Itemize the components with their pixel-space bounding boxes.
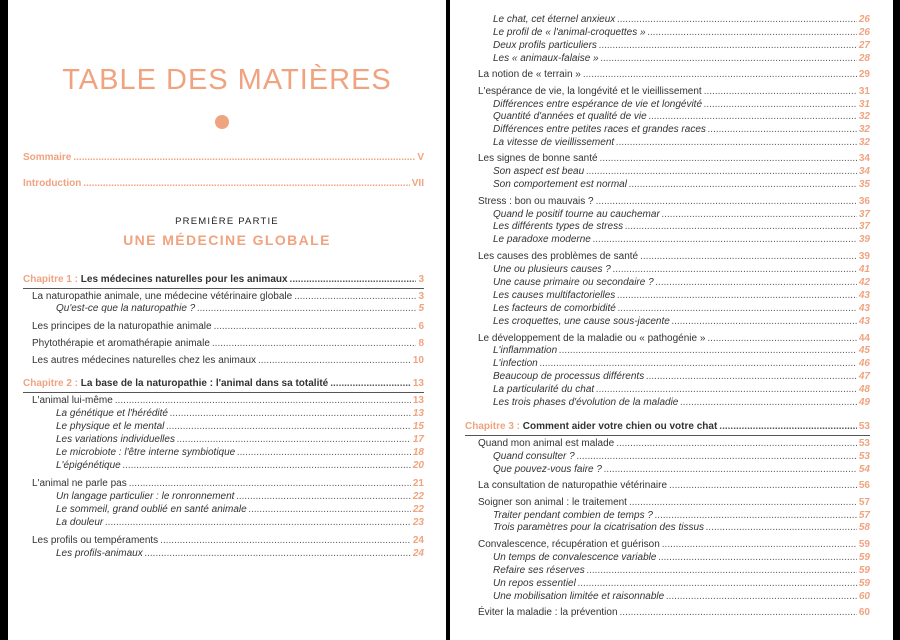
page-number: 34 bbox=[858, 153, 870, 164]
toc-entry[interactable]: Les variations individuelles ..... 17 bbox=[56, 433, 424, 446]
toc-entry[interactable]: Les signes de bonne santé ..... 34 bbox=[478, 152, 870, 165]
page-number: 8 bbox=[418, 338, 424, 349]
page-number: 23 bbox=[412, 517, 424, 528]
page-number: 22 bbox=[412, 491, 424, 502]
page-number: 44 bbox=[858, 333, 870, 344]
page-number: 59 bbox=[858, 578, 870, 589]
toc-entry[interactable]: Éviter la maladie : la prévention ..... 60 bbox=[478, 606, 870, 619]
toc-entry[interactable]: Phytothérapie et aromathérapie animale ..... 8 bbox=[32, 337, 424, 350]
toc-entry[interactable]: Les croquettes, une cause sous-jacente ..... 43 bbox=[493, 315, 870, 328]
toc-entry[interactable]: Quantité d'années et qualité de vie ..... 32 bbox=[493, 110, 870, 123]
toc-entry[interactable]: Quand le positif tourne au cauchemar ..... 37 bbox=[493, 208, 870, 221]
toc-entry[interactable]: Les profils ou tempéraments ..... 24 bbox=[32, 534, 424, 547]
page-number: VII bbox=[411, 178, 424, 189]
page-number: 53 bbox=[858, 421, 870, 432]
page-number: 45 bbox=[858, 345, 870, 356]
page-number: 59 bbox=[858, 539, 870, 550]
page-number: V bbox=[417, 152, 424, 163]
page-number: 18 bbox=[412, 447, 424, 458]
toc-entry[interactable]: Le développement de la maladie ou « pathogénie » ..... 44 bbox=[478, 332, 870, 345]
dot-ornament bbox=[215, 115, 229, 129]
page-number: 43 bbox=[858, 303, 870, 314]
chapter-rule bbox=[465, 435, 870, 436]
page-number: 35 bbox=[858, 179, 870, 190]
toc-entry[interactable]: Le microbiote : l'être interne symbiotique ..... 18 bbox=[56, 446, 424, 459]
toc-entry[interactable]: Une mobilisation limitée et raisonnable ..... 60 bbox=[493, 590, 870, 603]
page-number: 13 bbox=[412, 395, 424, 406]
page-number: 53 bbox=[858, 438, 870, 449]
toc-entry[interactable]: Différences entre petites races et grandes races ..... 32 bbox=[493, 123, 870, 136]
toc-entry[interactable]: Le physique et le mental ..... 15 bbox=[56, 420, 424, 433]
page-number: 42 bbox=[858, 277, 870, 288]
toc-entry[interactable]: La vitesse de vieillissement ..... 32 bbox=[493, 136, 870, 149]
toc-entry[interactable]: Le chat, cet éternel anxieux ..... 26 bbox=[493, 13, 870, 26]
page-number: 27 bbox=[858, 40, 870, 51]
chapter-rule bbox=[23, 288, 424, 289]
toc-entry[interactable]: La génétique et l'hérédité ..... 13 bbox=[56, 407, 424, 420]
toc-entry[interactable]: Les facteurs de comorbidité ..... 43 bbox=[493, 302, 870, 315]
toc-entry[interactable]: Les différents types de stress ..... 37 bbox=[493, 220, 870, 233]
page-number: 58 bbox=[858, 522, 870, 533]
toc-entry-introduction[interactable]: Introduction ..... VII bbox=[23, 177, 424, 190]
page-number: 43 bbox=[858, 290, 870, 301]
toc-entry[interactable]: La particularité du chat ..... 48 bbox=[493, 383, 870, 396]
page-number: 13 bbox=[412, 408, 424, 419]
toc-entry[interactable]: Deux profils particuliers ..... 27 bbox=[493, 39, 870, 52]
toc-entry[interactable]: Les trois phases d'évolution de la maladie ..... 49 bbox=[493, 396, 870, 409]
toc-entry[interactable]: L'inflammation ..... 45 bbox=[493, 344, 870, 357]
page-number: 26 bbox=[858, 14, 870, 25]
page-number: 15 bbox=[412, 421, 424, 432]
right-page bbox=[450, 0, 893, 640]
toc-entry[interactable]: Les causes des problèmes de santé ..... 39 bbox=[478, 250, 870, 263]
toc-entry[interactable]: Différences entre espérance de vie et longévité ..... 31 bbox=[493, 98, 870, 111]
toc-entry[interactable]: Les causes multifactorielles ..... 43 bbox=[493, 289, 870, 302]
page-number: 32 bbox=[858, 137, 870, 148]
toc-entry[interactable]: L'animal ne parle pas ..... 21 bbox=[32, 477, 424, 490]
page-number: 22 bbox=[412, 504, 424, 515]
toc-entry[interactable]: Quand consulter ? ..... 53 bbox=[493, 450, 870, 463]
toc-entry[interactable]: Stress : bon ou mauvais ? ..... 36 bbox=[478, 195, 870, 208]
page-number: 29 bbox=[858, 69, 870, 80]
part-label: PREMIÈRE PARTIE bbox=[175, 216, 279, 227]
toc-entry[interactable]: Quand mon animal est malade ..... 53 bbox=[478, 437, 870, 450]
toc-entry[interactable]: Son comportement est normal ..... 35 bbox=[493, 178, 870, 191]
chapter-2-heading[interactable]: Chapitre 2 : La base de la naturopathie : l'animal dans sa totalité ..... 13 bbox=[23, 377, 424, 390]
page-number: 24 bbox=[412, 535, 424, 546]
page-number: 59 bbox=[858, 565, 870, 576]
toc-entry[interactable]: Les principes de la naturopathie animale ..... 6 bbox=[32, 320, 424, 333]
toc-entry[interactable]: Une ou plusieurs causes ? ..... 41 bbox=[493, 263, 870, 276]
page-number: 57 bbox=[858, 497, 870, 508]
page-number: 13 bbox=[412, 378, 424, 389]
page-number: 21 bbox=[412, 478, 424, 489]
toc-entry[interactable]: Les autres médecines naturelles chez les animaux ..... 10 bbox=[32, 354, 424, 367]
toc-entry[interactable]: Soigner son animal : le traitement ..... 57 bbox=[478, 496, 870, 509]
toc-entry[interactable]: Un langage particulier : le ronronnement ..... 22 bbox=[56, 490, 424, 503]
page-number: 36 bbox=[858, 196, 870, 207]
toc-entry[interactable]: Refaire ses réserves ..... 59 bbox=[493, 564, 870, 577]
page-number: 39 bbox=[858, 234, 870, 245]
toc-title: TABLE DES MATIÈRES bbox=[62, 64, 392, 96]
page-number: 31 bbox=[858, 86, 870, 97]
page-number: 10 bbox=[412, 355, 424, 366]
page-number: 32 bbox=[858, 111, 870, 122]
page-number: 3 bbox=[418, 274, 424, 285]
page-number: 34 bbox=[858, 166, 870, 177]
toc-entry[interactable]: Que pouvez-vous faire ? ..... 54 bbox=[493, 463, 870, 476]
toc-entry[interactable]: Le sommeil, grand oublié en santé animale ..... 22 bbox=[56, 503, 424, 516]
toc-entry[interactable]: Un temps de convalescence variable ..... 59 bbox=[493, 551, 870, 564]
chapter-1-heading[interactable]: Chapitre 1 : Les médecines naturelles pour les animaux ..... 3 bbox=[23, 273, 424, 286]
page-number: 3 bbox=[418, 291, 424, 302]
toc-entry[interactable]: Le paradoxe moderne ..... 39 bbox=[493, 233, 870, 246]
page-number: 59 bbox=[858, 552, 870, 563]
toc-entry[interactable]: Trois paramètres pour la cicatrisation des tissus ..... 58 bbox=[493, 521, 870, 534]
toc-entry[interactable]: Convalescence, récupération et guérison ..... 59 bbox=[478, 538, 870, 551]
page-number: 46 bbox=[858, 358, 870, 369]
page-number: 57 bbox=[858, 510, 870, 521]
toc-entry[interactable]: L'infection ..... 46 bbox=[493, 357, 870, 370]
left-page bbox=[8, 0, 446, 640]
toc-entry[interactable]: Qu'est-ce que la naturopathie ? ..... 5 bbox=[56, 302, 424, 315]
page-number: 37 bbox=[858, 209, 870, 220]
toc-entry[interactable]: Traiter pendant combien de temps ? ..... 57 bbox=[493, 509, 870, 522]
page-number: 56 bbox=[858, 480, 870, 491]
toc-entry[interactable]: La naturopathie animale, une médecine vétérinaire globale ..... 3 bbox=[32, 290, 424, 303]
toc-entry[interactable]: Les « animaux-falaise » ..... 28 bbox=[493, 52, 870, 65]
page-number: 48 bbox=[858, 384, 870, 395]
chapter-rule bbox=[23, 392, 424, 393]
page-number: 32 bbox=[858, 124, 870, 135]
page-number: 24 bbox=[412, 548, 424, 559]
page-number: 31 bbox=[858, 99, 870, 110]
page-number: 43 bbox=[858, 316, 870, 327]
chapter-3-heading[interactable]: Chapitre 3 : Comment aider votre chien ou votre chat ..... 53 bbox=[465, 420, 870, 433]
page-number: 60 bbox=[858, 591, 870, 602]
page-number: 60 bbox=[858, 607, 870, 618]
toc-entry-sommaire[interactable]: Sommaire ..... V bbox=[23, 151, 424, 164]
toc-entry[interactable]: La douleur ..... 23 bbox=[56, 516, 424, 529]
page-number: 26 bbox=[858, 27, 870, 38]
toc-entry[interactable]: Le profil de « l'animal-croquettes » ..... 26 bbox=[493, 26, 870, 39]
page-number: 54 bbox=[858, 464, 870, 475]
page-number: 47 bbox=[858, 371, 870, 382]
page-number: 53 bbox=[858, 451, 870, 462]
page-number: 17 bbox=[412, 434, 424, 445]
toc-entry[interactable]: L'animal lui-même ..... 13 bbox=[32, 394, 424, 407]
page-number: 37 bbox=[858, 221, 870, 232]
page-number: 20 bbox=[412, 460, 424, 471]
page-number: 28 bbox=[858, 53, 870, 64]
page-number: 49 bbox=[858, 397, 870, 408]
page-number: 39 bbox=[858, 251, 870, 262]
toc-entry[interactable]: La notion de « terrain » ..... 29 bbox=[478, 68, 870, 81]
toc-entry[interactable]: L'espérance de vie, la longévité et le vieillissement ..... 31 bbox=[478, 85, 870, 98]
toc-entry[interactable]: Un repos essentiel ..... 59 bbox=[493, 577, 870, 590]
toc-entry[interactable]: Son aspect est beau ..... 34 bbox=[493, 165, 870, 178]
toc-entry[interactable]: L'épigénétique ..... 20 bbox=[56, 459, 424, 472]
toc-entry[interactable]: Les profils-animaux ..... 24 bbox=[56, 547, 424, 560]
toc-entry[interactable]: Beaucoup de processus différents ..... 47 bbox=[493, 370, 870, 383]
page-number: 5 bbox=[418, 303, 424, 314]
page-number: 6 bbox=[418, 321, 424, 332]
page-number: 41 bbox=[858, 264, 870, 275]
toc-entry[interactable]: La consultation de naturopathie vétérinaire ..... 56 bbox=[478, 479, 870, 492]
part-title: UNE MÉDECINE GLOBALE bbox=[123, 232, 331, 248]
toc-entry[interactable]: Une cause primaire ou secondaire ? ..... 42 bbox=[493, 276, 870, 289]
